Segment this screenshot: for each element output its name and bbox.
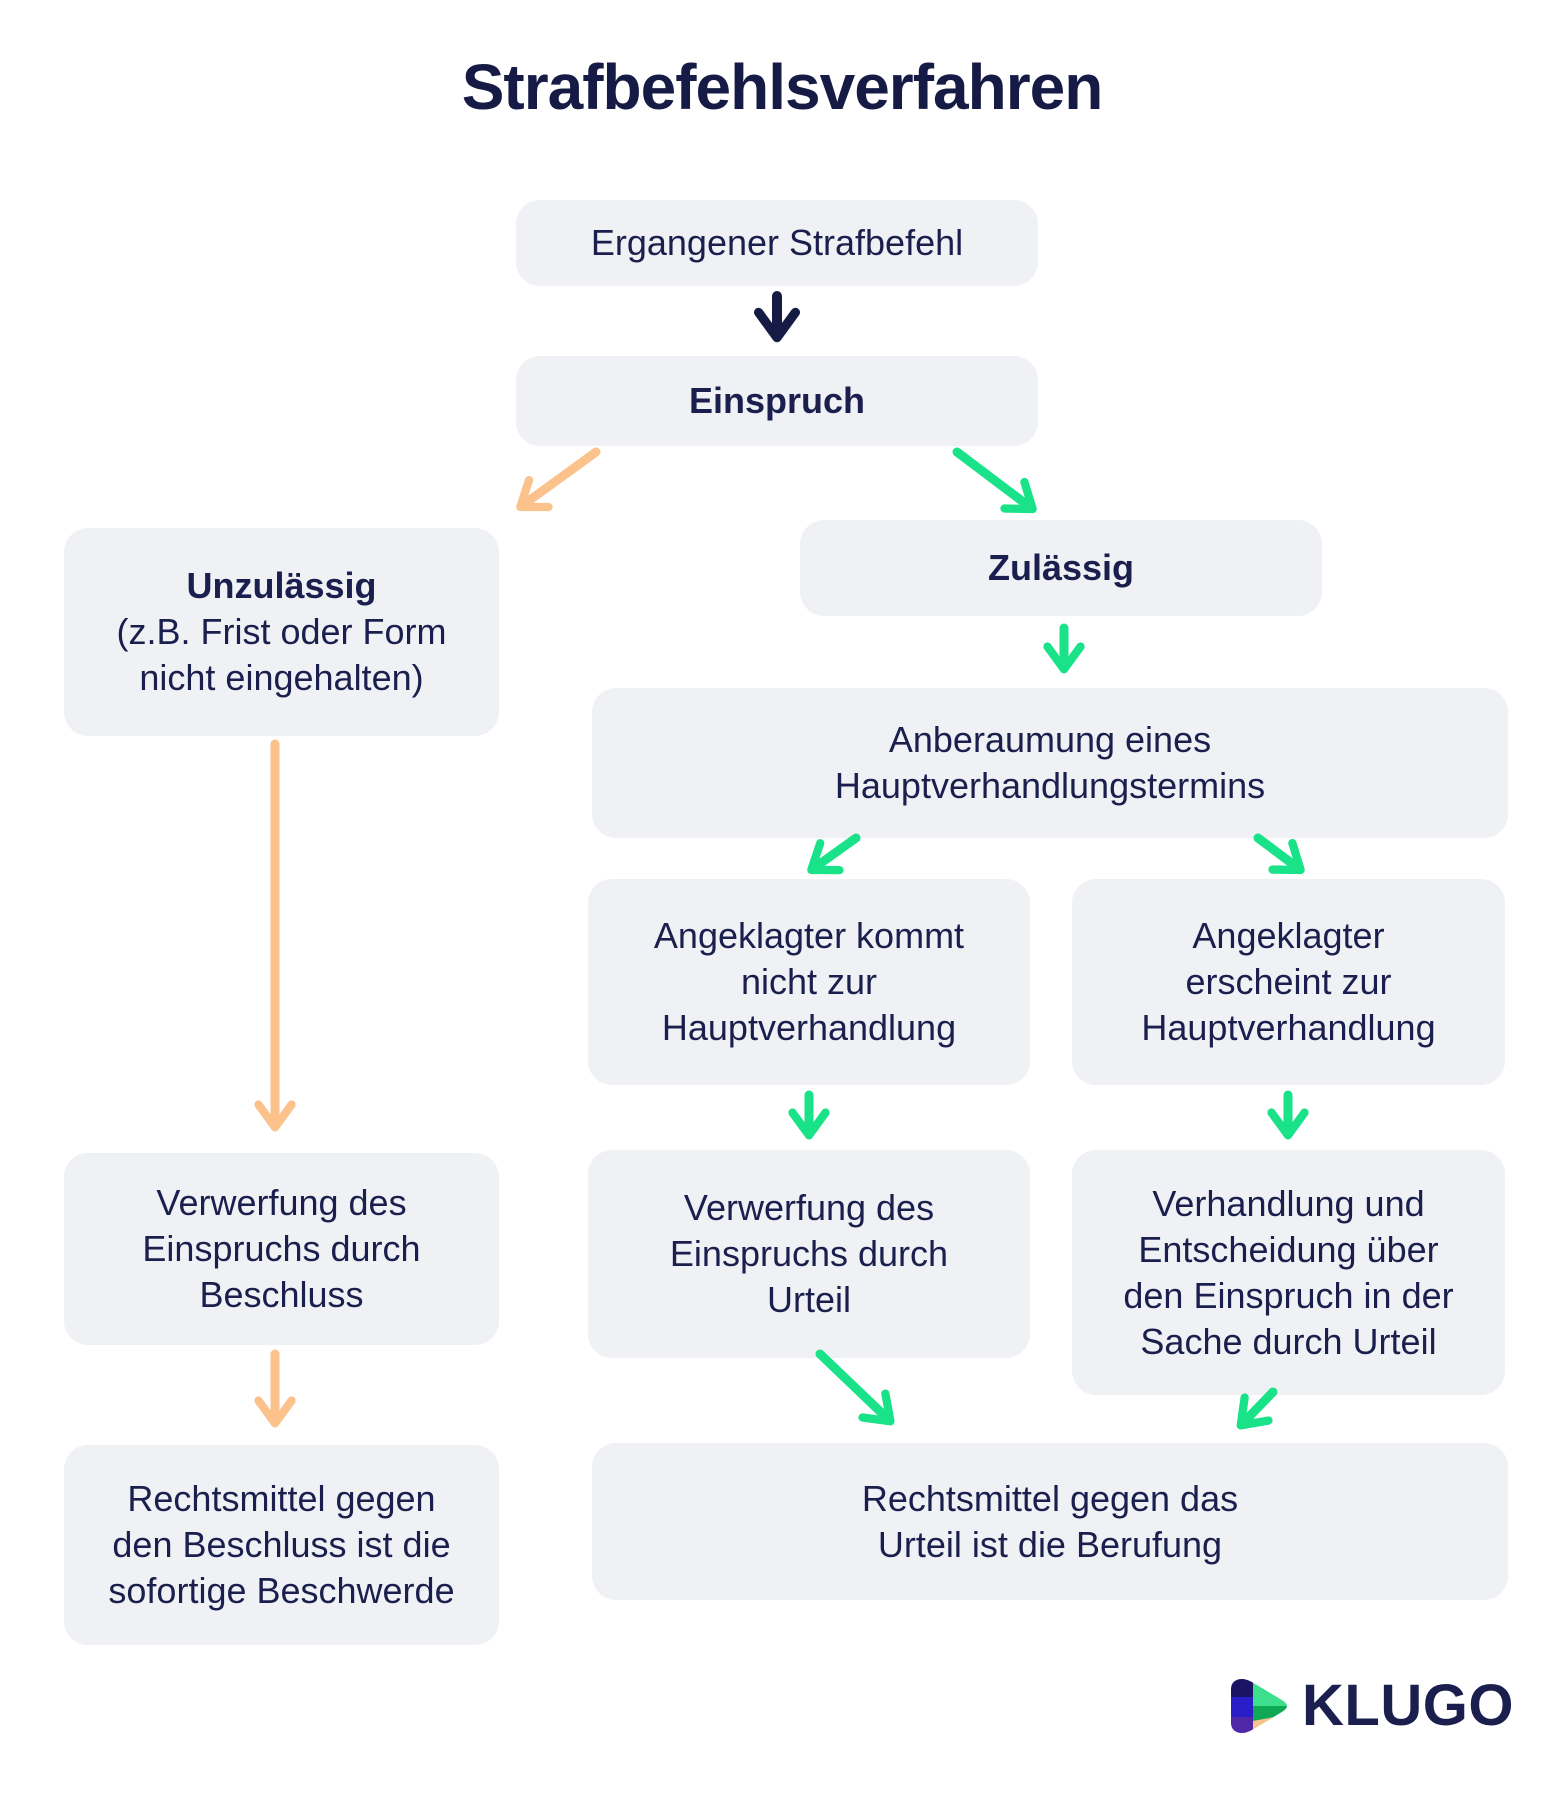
page-title: Strafbefehlsverfahren [461, 51, 1103, 123]
node-line: Urteil ist die Berufung [877, 1523, 1223, 1565]
klugo-play-icon [1228, 1677, 1290, 1735]
klugo-logo [1228, 1672, 1514, 1739]
node-line: Urteil [766, 1279, 851, 1320]
node-line: Verwerfung des [683, 1187, 935, 1228]
node-line: nicht zur [740, 961, 878, 1002]
node-label: Zulässig [987, 547, 1135, 588]
klugo-logo-text: KLUGO [1302, 1673, 1514, 1738]
node-line: Verhandlung und [1152, 1182, 1425, 1224]
node-line: erscheint zur [1185, 961, 1392, 1002]
node-line: Entscheidung über [1138, 1228, 1439, 1270]
arrow-anberaumung-to-erschienen [1258, 838, 1298, 868]
node-line: den Beschluss ist die [112, 1524, 451, 1565]
node-line: den Einspruch in der [1123, 1274, 1454, 1316]
node-line: Rechtsmittel gegen [127, 1478, 436, 1519]
node-line: Angeklagter kommt [653, 915, 965, 956]
node-line: Hauptverhandlung [1141, 1007, 1436, 1048]
node-line: (z.B. Frist oder Form [116, 611, 447, 652]
node-line: Einspruchs durch [142, 1228, 421, 1269]
node-line: sofortige Beschwerde [108, 1570, 455, 1611]
arrow-verwerfung-urteil-to-berufung [820, 1354, 888, 1419]
node-line: Hauptverhandlungstermins [834, 765, 1266, 806]
node-line: Einspruchs durch [669, 1233, 949, 1274]
node-line: Hauptverhandlung [661, 1007, 957, 1048]
arrow-einspruch-to-unzulaessig [523, 452, 596, 505]
node-line: Verwerfung des [156, 1182, 407, 1223]
node-label: Ergangener Strafbefehl [590, 222, 964, 263]
node-title: Unzulässig [186, 565, 377, 606]
arrow-anberaumung-to-nichterschienen [814, 838, 856, 868]
arrow-einspruch-to-zulaessig [957, 452, 1030, 507]
node-label: Einspruch [688, 380, 866, 421]
node-line: Anberaumung eines [888, 719, 1212, 760]
node-line: nicht eingehalten) [139, 657, 424, 698]
node-line: Beschluss [199, 1274, 364, 1315]
node-line: Rechtsmittel gegen das [861, 1477, 1239, 1519]
node-line: Angeklagter [1192, 915, 1385, 956]
node-line: Sache durch Urteil [1140, 1320, 1437, 1362]
arrow-verhandlung-to-berufung [1243, 1392, 1273, 1423]
